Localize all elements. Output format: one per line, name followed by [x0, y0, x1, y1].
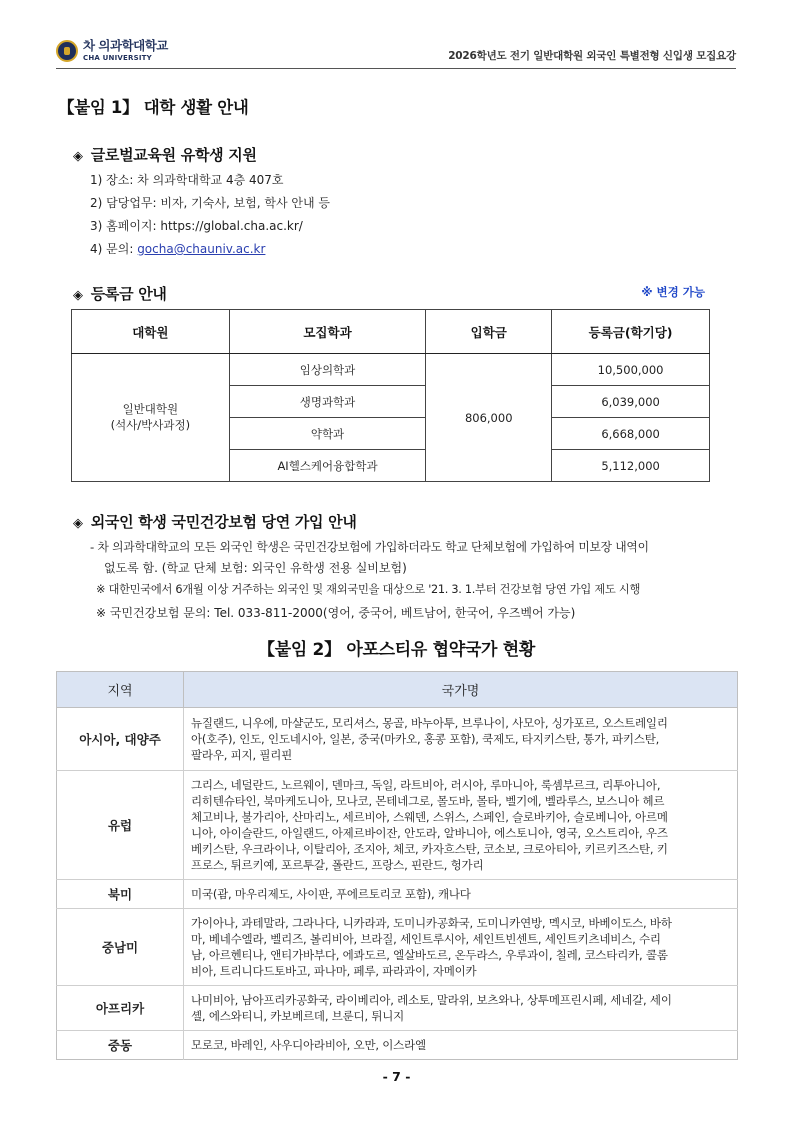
school-degree: (석사/박사과정) — [110, 417, 191, 432]
attachment1-title: 【붙임 1】 대학 생활 안내 — [58, 98, 249, 117]
diamond-bullet-icon: ◈ — [73, 516, 83, 531]
country-line: 리히텐슈타인, 북마케도니아, 모나코, 몬테네그로, 몰도바, 몰타, 벨기에, 벨라루스, 보스니아 헤르 — [191, 794, 665, 808]
table-row — [57, 909, 738, 986]
tuition-title-text: 등록금 안내 — [90, 285, 167, 303]
countries-header-region: 지역 — [57, 672, 184, 708]
tuition-dept-cell: 약학과 — [229, 418, 426, 450]
region-cell: 중남미 — [57, 909, 184, 986]
page-header — [56, 38, 736, 68]
header-divider — [56, 68, 736, 69]
support-title-text: 글로벌교육원 유학생 지원 — [90, 146, 257, 164]
country-line: 팔라우, 피지, 필리핀 — [191, 748, 293, 762]
insurance-note-1: ※ 대한민국에서 6개월 이상 거주하는 외국인 및 재외국민을 대상으로 '21. 3. 1.부터 건강보험 당연 가입 제도 시행 — [96, 583, 641, 596]
support-item-contact — [90, 240, 265, 257]
countries-cell — [184, 986, 738, 1031]
support-item-homepage: 3) 홈페이지: https://global.cha.ac.kr/ — [90, 219, 303, 233]
country-line: 가이아나, 과테말라, 그라나다, 니카라과, 도미니카공화국, 도미니카연방, 멕시코, 바베이도스, 바하 — [191, 916, 672, 930]
tuition-header-school: 대학원 — [72, 310, 230, 354]
diamond-bullet-icon: ◈ — [73, 288, 83, 303]
tuition-table — [71, 309, 710, 482]
tuition-header-admission: 입학금 — [426, 310, 552, 354]
insurance-section-title — [73, 511, 357, 532]
tuition-dept-cell: AI헬스케어융합학과 — [229, 450, 426, 482]
insurance-line-1: - 차 의과학대학교의 모든 외국인 학생은 국민건강보험에 가입하더라도 학교 단체보험에 가입하여 미보장 내역이 — [90, 540, 649, 554]
country-line: 미국(괌, 마우리제도, 사이판, 푸에르토리코 포함), 캐나다 — [191, 887, 471, 901]
support-item-duties: 2) 담당업무: 비자, 기숙사, 보험, 학사 안내 등 — [90, 196, 330, 210]
tuition-school-cell — [72, 354, 230, 482]
tuition-header-fee: 등록금(학기당) — [552, 310, 710, 354]
countries-cell — [184, 708, 738, 771]
country-line: 뉴질랜드, 니우에, 마샬군도, 모리셔스, 몽골, 바누아투, 브루나이, 사모아, 싱가포르, 오스트레일리 — [191, 716, 668, 730]
region-cell: 유럽 — [57, 771, 184, 880]
tuition-dept-cell: 생명과학과 — [229, 386, 426, 418]
countries-header-names: 국가명 — [184, 672, 738, 708]
tuition-fee-cell: 10,500,000 — [552, 354, 710, 386]
country-line: 아(호주), 인도, 인도네시아, 일본, 중국(마카오, 홍콩 포함), 쿡제도, 타지키스탄, 통가, 파키스탄, — [191, 732, 660, 746]
insurance-note-2: ※ 국민건강보험 문의: Tel. 033-811-2000(영어, 중국어, 베트남어, 한국어, 우즈벡어 가능) — [96, 606, 576, 620]
country-line: 셸, 에스와티니, 카보베르데, 브룬디, 튀니지 — [191, 1009, 405, 1023]
tuition-dept-cell: 임상의학과 — [229, 354, 426, 386]
country-line: 마, 베네수엘라, 벨리즈, 볼리비아, 브라질, 세인트루시아, 세인트빈센트, 세인트키츠네비스, 수리 — [191, 932, 661, 946]
country-line: 그리스, 네덜란드, 노르웨이, 덴마크, 독일, 라트비아, 러시아, 루마니아, 룩셈부르크, 리투아니아, — [191, 778, 661, 792]
document-title: 2026학년도 전기 일반대학원 외국인 특별전형 신입생 모집요강 — [448, 50, 736, 62]
country-line: 비아, 트리니다드토바고, 파나마, 페루, 파라과이, 자메이카 — [191, 964, 477, 978]
page-number: - 7 - — [382, 1069, 411, 1084]
school-name: 일반대학원 — [122, 401, 179, 416]
support-section-title — [73, 144, 257, 165]
country-line: 체고비나, 불가리아, 산마리노, 세르비아, 스웨덴, 스위스, 스페인, 슬로바키아, 슬로베니아, 아르메 — [191, 810, 668, 824]
table-row — [57, 771, 738, 880]
countries-cell — [184, 880, 738, 909]
tuition-fee-cell: 6,039,000 — [552, 386, 710, 418]
region-cell: 아프리카 — [57, 986, 184, 1031]
insurance-title-text: 외국인 학생 국민건강보험 당연 가입 안내 — [90, 513, 357, 531]
diamond-bullet-icon: ◈ — [73, 149, 83, 164]
table-row — [57, 708, 738, 771]
table-row — [57, 1031, 738, 1060]
countries-cell — [184, 771, 738, 880]
university-seal-icon — [56, 40, 78, 62]
tuition-section-title — [73, 283, 167, 304]
tuition-fee-cell: 5,112,000 — [552, 450, 710, 482]
apostille-table — [56, 671, 738, 1060]
country-line: 나미비아, 남아프리카공화국, 라이베리아, 레소토, 말라위, 보츠와나, 상투메프린시페, 세네갈, 세이 — [191, 993, 672, 1007]
logo-english-name: CHA UNIVERSITY — [83, 53, 152, 62]
country-line: 프로스, 튀르키예, 포르투갈, 폴란드, 프랑스, 핀란드, 헝가리 — [191, 858, 484, 872]
country-line: 베키스탄, 우크라이나, 이탈리아, 조지아, 체코, 카자흐스탄, 코소보, 크로아티아, 키르키즈스탄, 키 — [191, 842, 668, 856]
table-row — [57, 880, 738, 909]
region-cell: 중동 — [57, 1031, 184, 1060]
country-line: 니아, 아이슬란드, 아일랜드, 아제르바이잔, 안도라, 알바니아, 에스토니아, 영국, 오스트리아, 우즈 — [191, 826, 668, 840]
contact-label: 4) 문의: — [90, 242, 138, 256]
country-line: 남, 아르헨티나, 앤티가바부다, 에콰도르, 엘살바도르, 온두라스, 우루과이, 칠레, 코스타리카, 콜롬 — [191, 948, 668, 962]
attachment2-title: 【붙임 2】 아포스티유 협약국가 현황 — [258, 640, 535, 660]
insurance-line-2: 없도록 함. (학교 단체 보험: 외국인 유학생 전용 실비보험) — [104, 561, 407, 575]
countries-cell — [184, 909, 738, 986]
tuition-admission-cell: 806,000 — [426, 354, 552, 482]
region-cell: 아시아, 대양주 — [57, 708, 184, 771]
logo-korean-name: 차 의과학대학교 — [83, 38, 168, 54]
countries-cell — [184, 1031, 738, 1060]
contact-email-link[interactable]: gocha@chauniv.ac.kr — [137, 242, 266, 256]
tuition-change-note: ※ 변경 가능 — [641, 285, 705, 299]
tuition-fee-cell: 6,668,000 — [552, 418, 710, 450]
country-line: 모로코, 바레인, 사우디아라비아, 오만, 이스라엘 — [191, 1038, 426, 1052]
region-cell: 북미 — [57, 880, 184, 909]
support-item-location: 1) 장소: 차 의과학대학교 4층 407호 — [90, 173, 284, 187]
table-row — [57, 986, 738, 1031]
university-logo — [56, 40, 168, 62]
tuition-header-dept: 모집학과 — [229, 310, 426, 354]
